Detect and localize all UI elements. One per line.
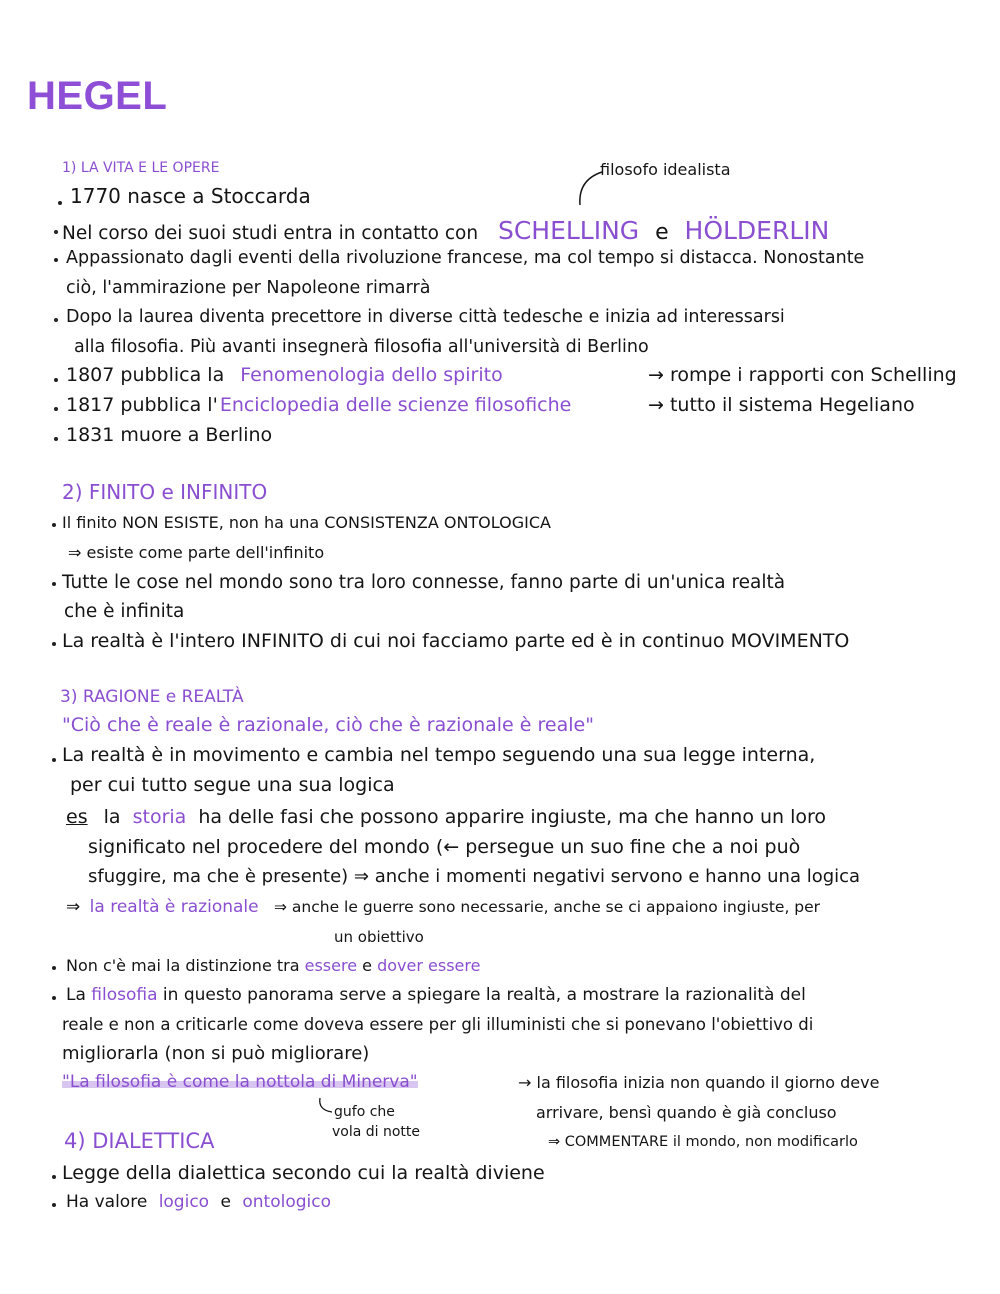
text: 1807 pubblica la [66,364,225,386]
arrow: ⇒ [66,897,81,917]
holderlin-name: HÖLDERLIN [684,216,830,245]
line-filosofia-3: migliorarla (non si può migliorare) [62,1043,370,1064]
page-title: HEGEL [27,74,168,118]
nottola-note-2: arrivare, bensì quando è già concluso [536,1103,837,1122]
ontologico-word: ontologico [242,1192,331,1212]
bullet [54,407,58,411]
nottola-quote: "La filosofia è come la nottola di Minerva" [62,1072,418,1092]
text: 1817 pubblica l' [66,394,218,416]
bullet [52,996,56,1000]
text: Nel corso dei suoi studi entra in contatto con [62,223,479,244]
essere-word: essere [304,956,358,975]
text-e: e [655,220,669,245]
section-2-heading: 2) FINITO e INFINITO [62,480,268,504]
line-laurea-2: alla filosofia. Più avanti insegnerà filosofia all'università di Berlino [74,337,649,357]
annotation-filosofo-idealista: filosofo idealista [600,160,731,179]
text-e: e [220,1192,231,1212]
text-e: e [362,956,372,975]
storia-word: storia [132,806,187,828]
bullet [52,966,56,970]
logico-word: logico [158,1192,210,1212]
nottola-note-1: → la filosofia inizia non quando il giorno deve [518,1073,880,1092]
section-3-heading: 3) RAGIONE e REALTÀ [60,687,244,707]
section-1-heading: 1) LA VITA E LE OPERE [62,160,220,176]
line-storia-2: significato nel procedere del mondo (← persegue un suo fine che a noi può [88,836,801,858]
enciclopedia-title: Enciclopedia delle scienze filosofiche [219,394,572,416]
realta-razionale: la realtà è razionale [89,897,259,917]
text: Non c'è mai la distinzione tra [66,956,300,975]
es-label: es [66,806,88,828]
text: ha delle fasi che possono apparire ingiuste, ma che hanno un loro [198,806,827,828]
fenomenologia-title: Fenomenologia dello spirito [240,364,503,386]
filosofia-word: filosofia [91,985,158,1005]
text: ⇒ anche le guerre sono necessarie, anche se ci appaiono ingiuste, per [274,898,821,916]
line-dialettica: Legge della dialettica secondo cui la realtà diviene [62,1162,545,1184]
bullet [52,523,56,527]
line-cose-2: che è infinita [64,601,185,622]
gufo-note-2: vola di notte [332,1124,421,1140]
line-intero: La realtà è l'intero INFINITO di cui noi facciamo parte ed è in continuo MOVIMENTO [62,630,850,652]
line-laurea-1: Dopo la laurea diventa precettore in diverse città tedesche e inizia ad interessarsi [66,307,785,327]
bullet [52,642,56,646]
bullet [54,258,58,262]
commentare-note: ⇒ COMMENTARE il mondo, non modificarlo [548,1134,858,1150]
bullet [54,230,58,234]
bullet [52,758,56,762]
line-1831: 1831 muore a Berlino [66,424,273,446]
line-distinzione [66,956,480,975]
gufo-note-1: gufo che [334,1104,395,1120]
line-1817-note: → tutto il sistema Hegeliano [648,394,915,416]
bullet [54,378,58,382]
text: in questo panorama serve a spiegare la realtà, a mostrare la razionalità del [162,985,806,1005]
text: Ha valore [66,1192,148,1212]
line-1807 [66,364,503,386]
line-storia-1 [66,806,826,828]
bullet [58,201,62,205]
line-obiettivo: un obiettivo [334,928,424,946]
line-cose-1: Tutte le cose nel mondo sono tra loro connesse, fanno parte di un'unica realtà [62,572,786,593]
line-esiste: ⇒ esiste come parte dell'infinito [68,543,325,562]
line-razionale [66,897,820,917]
line-storia-3: sfuggire, ma che è presente) ⇒ anche i momenti negativi servono e hanno una logica [88,866,861,887]
line-finito: Il finito NON ESISTE, non ha una CONSISTENZA ONTOLOGICA [62,513,551,532]
line-filosofia-1 [66,985,806,1005]
line-1807-note: → rompe i rapporti con Schelling [648,364,957,386]
line-movimento-1: La realtà è in movimento e cambia nel tempo seguendo una sua legge interna, [62,744,816,766]
line-filosofia-2: reale e non a criticarle come doveva essere per gli illuministi che si ponevano l'obiettivo di [62,1015,814,1034]
bullet [52,1175,56,1179]
text: La [66,985,86,1005]
line-1770: 1770 nasce a Stoccarda [70,184,311,208]
bullet [54,437,58,441]
line-contatto [62,216,829,245]
bullet [54,318,58,322]
line-movimento-2: per cui tutto segue una sua logica [70,774,395,796]
line-rivoluzione-1: Appassionato dagli eventi della rivoluzione francese, ma col tempo si distacca. Nonostante [66,248,865,268]
line-rivoluzione-2: ciò, l'ammirazione per Napoleone rimarrà [66,278,431,298]
reale-razionale-quote: "Ciò che è reale è razionale, ciò che è razionale è reale" [62,714,594,736]
line-valore [66,1192,331,1212]
schelling-name: SCHELLING [497,216,640,245]
text: la [103,806,121,828]
line-1817 [66,394,571,416]
bullet [52,582,56,586]
section-4-heading: 4) DIALETTICA [64,1129,215,1153]
dover-essere-word: dover essere [377,956,481,975]
bullet [52,1203,56,1207]
